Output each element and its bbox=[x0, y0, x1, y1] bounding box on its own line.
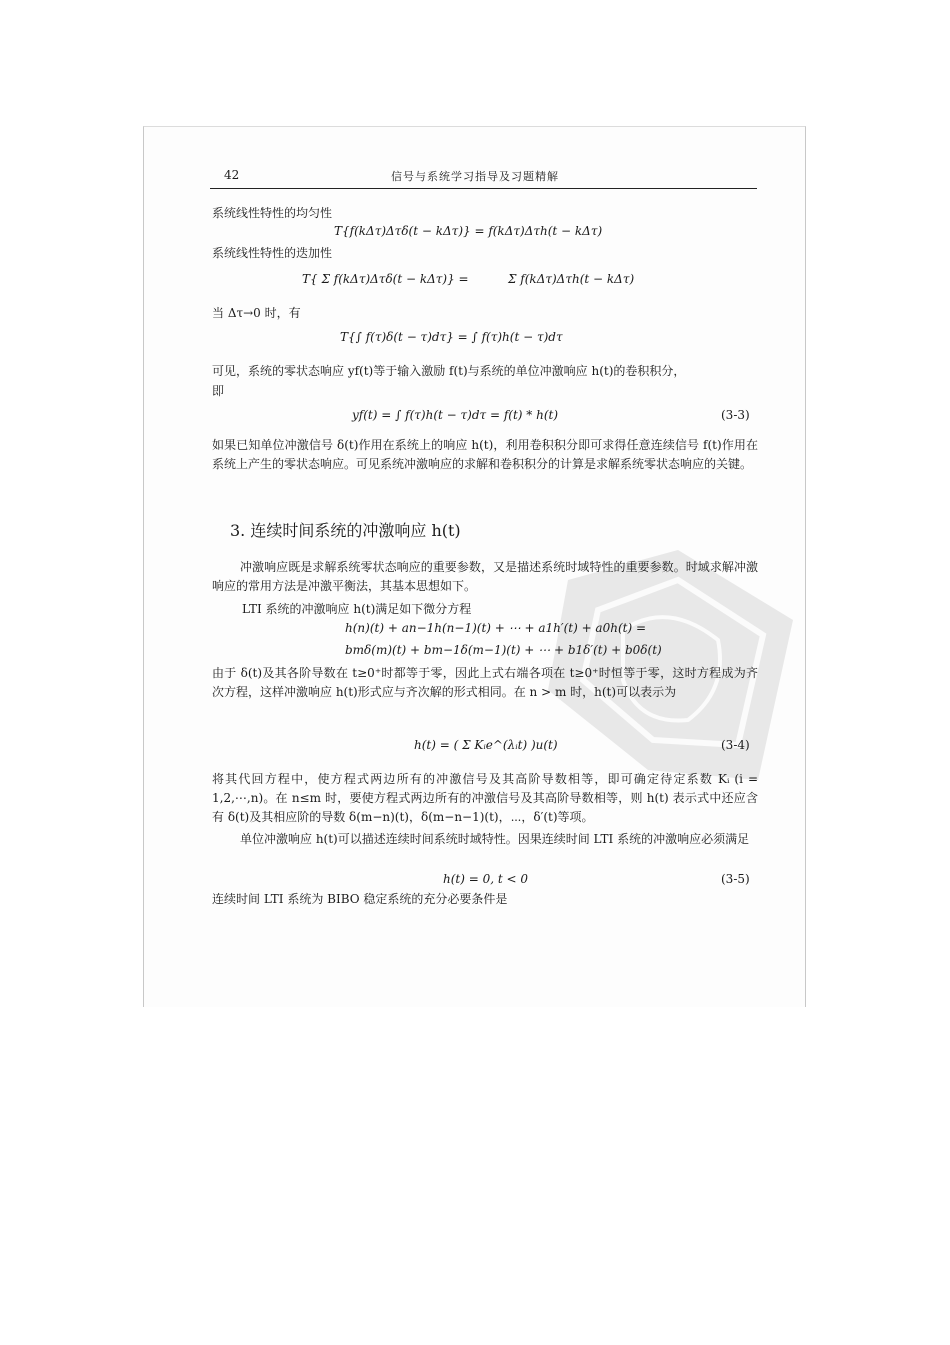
conclusion-line-1: 可见，系统的零状态响应 yf(t)等于输入激励 f(t)与系统的单位冲激响应 h(t)的卷积积分， bbox=[212, 364, 686, 378]
header-rule bbox=[210, 188, 757, 189]
bibo-condition-line: 连续时间 LTI 系统为 BIBO 稳定系统的充分必要条件是 bbox=[212, 892, 508, 906]
conclusion-line-2: 即 bbox=[212, 384, 225, 398]
additivity-label: 系统线性特性的迭加性 bbox=[212, 246, 333, 260]
limit-label: 当 Δτ→0 时，有 bbox=[212, 306, 301, 320]
paragraph-impulse-intro: 冲激响应既是求解系统零状态响应的重要参数，又是描述系统时域特性的重要参数。时域求解冲激响应的常用方法是冲激平衡法，其基本思想如下。 bbox=[212, 560, 758, 593]
causal-equation: h(t) = 0, t < 0 bbox=[443, 872, 529, 886]
section-title: 3. 连续时间系统的冲激响应 h(t) bbox=[230, 521, 461, 540]
paragraph-coefficients: 将其代回方程中，使方程式两边所有的冲激信号及其高阶导数相等，即可确定待定系数 Kᵢ (i = 1,2,⋯,n)。在 n≤m 时，要使方程式两边所有的冲激信号及其高阶导数相等，则 h(t) 表示式中还应含有 δ(t)及其相应阶的导数 δ(m−n)(t)，δ(m−n−1)(t)，⋯，δ′(t)等项。 bbox=[212, 772, 758, 824]
homogeneity-label: 系统线性特性的均匀性 bbox=[212, 206, 333, 220]
additivity-equation-right: Σ f(kΔτ)Δτh(t − kΔτ) bbox=[508, 272, 635, 286]
integral-equation: T{∫ f(τ)δ(t − τ)dτ} = ∫ f(τ)h(t − τ)dτ bbox=[340, 330, 563, 344]
equation-number-3-5: (3-5) bbox=[721, 872, 750, 886]
differential-equation-line-1: h(n)(t) + an−1h(n−1)(t) + ⋯ + a1h′(t) + a0h(t) = bbox=[345, 621, 647, 635]
paragraph-homogeneous: 由于 δ(t)及其各阶导数在 t≥0⁺时都等于零，因此上式右端各项在 t≥0⁺时恒等于零，这时方程成为齐次方程，这样冲激响应 h(t)形式应与齐次解的形式相同。在 n > m 时，h(t)可以表示为 bbox=[212, 666, 758, 699]
sum-equation: h(t) = ( Σ Kᵢe^(λᵢt) )u(t) bbox=[414, 738, 558, 752]
differential-equation-line-2: bmδ(m)(t) + bm−1δ(m−1)(t) + ⋯ + b1δ′(t) + b0δ(t) bbox=[345, 643, 662, 657]
paragraph-causal: 单位冲激响应 h(t)可以描述连续时间系统时域特性。因果连续时间 LTI 系统的冲激响应必须满足 bbox=[240, 832, 750, 846]
equation-number-3-4: (3-4) bbox=[721, 738, 750, 752]
running-header-title: 信号与系统学习指导及习题精解 bbox=[391, 170, 559, 183]
paragraph-lti-diff-eq-intro: LTI 系统的冲激响应 h(t)满足如下微分方程 bbox=[242, 602, 472, 616]
page-number: 42 bbox=[224, 168, 240, 182]
paragraph-impulse-convolution: 如果已知单位冲激信号 δ(t)作用在系统上的响应 h(t)，利用卷积积分即可求得任意连续信号 f(t)作用在系统上产生的零状态响应。可见系统冲激响应的求解和卷积积分的计算是求解系统零状态响应的关键。 bbox=[212, 438, 758, 471]
additivity-equation-left: T{ Σ f(kΔτ)Δτδ(t − kΔτ)} = bbox=[302, 272, 469, 286]
homogeneity-equation: T{f(kΔτ)Δτδ(t − kΔτ)} = f(kΔτ)Δτh(t − kΔτ) bbox=[334, 224, 603, 238]
convolution-equation: yf(t) = ∫ f(τ)h(t − τ)dτ = f(t) * h(t) bbox=[352, 408, 559, 422]
equation-number-3-3: (3-3) bbox=[721, 408, 750, 422]
